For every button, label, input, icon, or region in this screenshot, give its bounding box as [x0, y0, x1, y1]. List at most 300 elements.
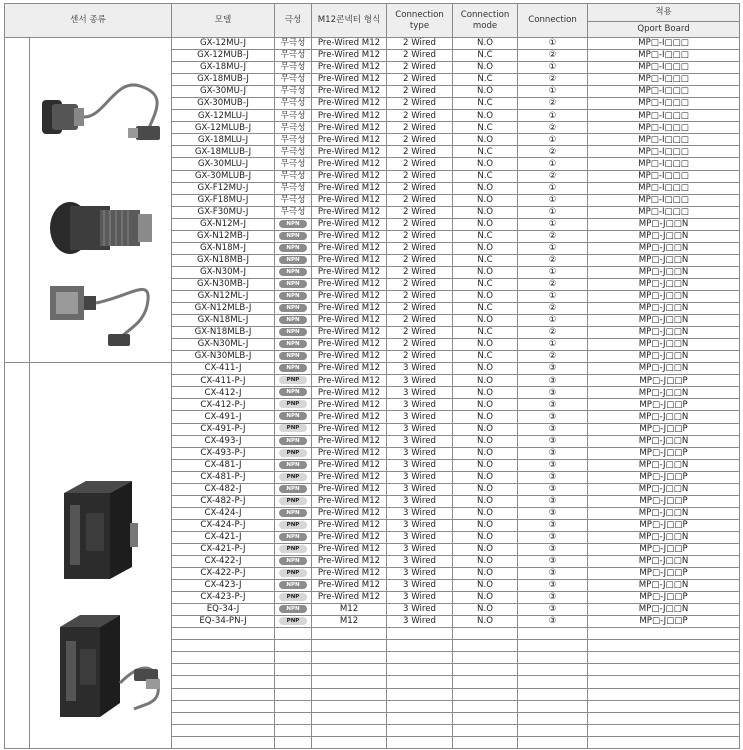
connection-type-cell: 2 Wired	[387, 266, 453, 278]
connection-cell	[518, 640, 588, 652]
polarity-text: 무극성	[280, 206, 306, 217]
connection-cell: ②	[518, 170, 588, 182]
m12-type-cell	[312, 688, 387, 700]
polarity-cell	[275, 254, 312, 266]
polarity-cell	[275, 556, 312, 568]
connection-cell	[518, 688, 588, 700]
m12-type-cell	[312, 640, 387, 652]
connection-cell: ①	[518, 339, 588, 351]
polarity-text: 무극성	[280, 110, 306, 121]
connection-mode-cell	[453, 664, 518, 676]
sensor-image-cell	[30, 38, 172, 363]
m12-type-cell: Pre-Wired M12	[312, 182, 387, 194]
model-cell: CX-412-J	[172, 387, 275, 399]
qport-board-cell: MP□-J□□N	[588, 315, 740, 327]
qport-board-cell: MP□-J□□N	[588, 303, 740, 315]
m12-type-cell	[312, 736, 387, 748]
polarity-text: 무극성	[280, 122, 306, 133]
connection-mode-cell	[453, 700, 518, 712]
model-cell: GX-N18M-J	[172, 242, 275, 254]
polarity-cell	[275, 543, 312, 555]
connection-type-cell	[387, 688, 453, 700]
cylindrical-sensor-with-cable-icon	[42, 85, 160, 140]
polarity-cell	[275, 387, 312, 399]
qport-board-cell: MP□-J□□N	[588, 242, 740, 254]
connection-type-cell: 3 Wired	[387, 543, 453, 555]
connection-type-cell: 2 Wired	[387, 303, 453, 315]
m12-type-cell: Pre-Wired M12	[312, 122, 387, 134]
qport-board-cell: MP□-I□□□	[588, 170, 740, 182]
polarity-cell	[275, 290, 312, 302]
connection-mode-cell: N.O	[453, 616, 518, 628]
m12-type-cell: Pre-Wired M12	[312, 592, 387, 604]
qport-board-cell: MP□-J□□N	[588, 483, 740, 495]
connection-type-cell: 3 Wired	[387, 556, 453, 568]
connection-mode-cell	[453, 628, 518, 640]
connection-type-cell: 3 Wired	[387, 592, 453, 604]
connection-cell	[518, 676, 588, 688]
connection-cell	[518, 652, 588, 664]
connection-type-cell: 3 Wired	[387, 387, 453, 399]
connection-mode-cell: N.O	[453, 435, 518, 447]
connection-mode-cell	[453, 736, 518, 748]
m12-type-cell: Pre-Wired M12	[312, 303, 387, 315]
connection-cell: ③	[518, 568, 588, 580]
connection-mode-cell: N.O	[453, 543, 518, 555]
qport-board-cell	[588, 700, 740, 712]
polarity-cell	[275, 459, 312, 471]
connection-mode-cell: N.C	[453, 74, 518, 86]
m12-type-cell: Pre-Wired M12	[312, 38, 387, 50]
connection-mode-cell: N.O	[453, 242, 518, 254]
model-cell	[172, 688, 275, 700]
polarity-cell	[275, 423, 312, 435]
polarity-cell	[275, 411, 312, 423]
polarity-cell	[275, 110, 312, 122]
polarity-cell	[275, 399, 312, 411]
model-cell: GX-N12M-J	[172, 218, 275, 230]
connection-type-cell: 2 Wired	[387, 351, 453, 363]
connection-type-cell: 3 Wired	[387, 483, 453, 495]
connection-type-cell: 3 Wired	[387, 435, 453, 447]
model-cell: CX-482-P-J	[172, 495, 275, 507]
connection-cell	[518, 664, 588, 676]
qport-board-cell: MP□-J□□P	[588, 471, 740, 483]
connection-cell: ①	[518, 266, 588, 278]
polarity-cell	[275, 315, 312, 327]
model-cell: EQ-34-J	[172, 604, 275, 616]
connection-type-cell	[387, 664, 453, 676]
polarity-cell	[275, 98, 312, 110]
connection-cell: ③	[518, 556, 588, 568]
npn-badge: NPN	[279, 485, 307, 493]
polarity-cell	[275, 664, 312, 676]
connection-cell: ①	[518, 290, 588, 302]
m12-type-cell: Pre-Wired M12	[312, 363, 387, 375]
polarity-text: 무극성	[280, 50, 306, 61]
qport-board-cell: MP□-J□□N	[588, 507, 740, 519]
m12-type-cell: Pre-Wired M12	[312, 459, 387, 471]
qport-board-cell: MP□-J□□N	[588, 604, 740, 616]
polarity-text: 무극성	[280, 98, 306, 109]
npn-badge: NPN	[279, 364, 307, 372]
m12-type-cell: Pre-Wired M12	[312, 266, 387, 278]
connection-cell: ③	[518, 423, 588, 435]
polarity-cell	[275, 688, 312, 700]
polarity-cell	[275, 278, 312, 290]
connection-mode-cell: N.O	[453, 556, 518, 568]
qport-board-cell: MP□-J□□P	[588, 375, 740, 387]
m12-type-cell	[312, 628, 387, 640]
sensor-category-cell	[5, 363, 30, 749]
connection-mode-cell: N.O	[453, 339, 518, 351]
model-cell: GX-18MLU-J	[172, 134, 275, 146]
npn-badge: NPN	[279, 232, 307, 240]
model-cell: CX-491-P-J	[172, 423, 275, 435]
polarity-cell	[275, 519, 312, 531]
m12-type-cell: Pre-Wired M12	[312, 218, 387, 230]
model-cell: CX-493-J	[172, 435, 275, 447]
model-cell: GX-N30MLB-J	[172, 351, 275, 363]
connection-type-cell: 3 Wired	[387, 423, 453, 435]
connection-cell: ③	[518, 447, 588, 459]
polarity-cell	[275, 531, 312, 543]
connection-mode-cell: N.O	[453, 206, 518, 218]
connection-mode-cell: N.O	[453, 531, 518, 543]
qport-board-cell: MP□-J□□N	[588, 459, 740, 471]
connection-mode-cell: N.C	[453, 327, 518, 339]
connection-type-cell: 2 Wired	[387, 290, 453, 302]
model-cell	[172, 724, 275, 736]
m12-type-cell: Pre-Wired M12	[312, 86, 387, 98]
polarity-cell	[275, 507, 312, 519]
polarity-cell	[275, 182, 312, 194]
qport-board-cell: MP□-J□□N	[588, 411, 740, 423]
npn-badge: NPN	[279, 304, 307, 312]
polarity-cell	[275, 86, 312, 98]
qport-board-cell: MP□-J□□N	[588, 266, 740, 278]
polarity-cell	[275, 447, 312, 459]
connection-type-cell: 2 Wired	[387, 50, 453, 62]
model-cell	[172, 628, 275, 640]
connection-mode-cell: N.O	[453, 507, 518, 519]
connection-cell: ①	[518, 182, 588, 194]
connection-type-cell: 2 Wired	[387, 242, 453, 254]
m12-type-cell: Pre-Wired M12	[312, 278, 387, 290]
connection-mode-cell: N.O	[453, 592, 518, 604]
model-cell: CX-423-J	[172, 580, 275, 592]
m12-type-cell: Pre-Wired M12	[312, 170, 387, 182]
qport-board-cell: MP□-I□□□	[588, 122, 740, 134]
model-cell: GX-12MU-J	[172, 38, 275, 50]
connection-mode-cell: N.O	[453, 86, 518, 98]
connection-cell	[518, 724, 588, 736]
qport-board-cell	[588, 652, 740, 664]
model-cell: GX-F30MU-J	[172, 206, 275, 218]
m12-type-cell: Pre-Wired M12	[312, 531, 387, 543]
connection-cell	[518, 700, 588, 712]
connection-mode-cell: N.C	[453, 230, 518, 242]
connection-cell: ③	[518, 471, 588, 483]
polarity-cell	[275, 712, 312, 724]
qport-board-cell: MP□-J□□N	[588, 387, 740, 399]
connection-cell: ②	[518, 278, 588, 290]
qport-board-cell: MP□-J□□P	[588, 519, 740, 531]
connection-mode-cell: N.O	[453, 580, 518, 592]
connection-cell: ③	[518, 459, 588, 471]
proximity-sensor-images	[30, 38, 172, 358]
connection-cell: ①	[518, 62, 588, 74]
npn-badge: NPN	[279, 268, 307, 276]
photoelectric-switch-images	[30, 363, 172, 748]
m12-type-cell: Pre-Wired M12	[312, 447, 387, 459]
connection-cell: ①	[518, 110, 588, 122]
polarity-cell	[275, 363, 312, 375]
m12-type-cell: Pre-Wired M12	[312, 483, 387, 495]
connection-type-cell: 3 Wired	[387, 495, 453, 507]
header-polarity: 극성	[275, 4, 312, 38]
connection-type-cell: 2 Wired	[387, 278, 453, 290]
qport-board-cell: MP□-J□□N	[588, 351, 740, 363]
model-cell: CX-412-P-J	[172, 399, 275, 411]
connection-mode-cell: N.O	[453, 290, 518, 302]
qport-board-cell: MP□-I□□□	[588, 74, 740, 86]
connection-type-cell	[387, 628, 453, 640]
model-cell: GX-12MLUB-J	[172, 122, 275, 134]
connection-type-cell: 2 Wired	[387, 110, 453, 122]
qport-board-cell	[588, 676, 740, 688]
connection-mode-cell: N.O	[453, 399, 518, 411]
header-connection-type-label: Connection type	[395, 9, 444, 31]
connection-type-cell: 2 Wired	[387, 194, 453, 206]
m12-type-cell: Pre-Wired M12	[312, 327, 387, 339]
m12-type-cell	[312, 712, 387, 724]
connection-cell: ③	[518, 616, 588, 628]
model-cell: CX-482-J	[172, 483, 275, 495]
model-cell: GX-N18MLB-J	[172, 327, 275, 339]
m12-type-cell	[312, 724, 387, 736]
connection-type-cell: 3 Wired	[387, 580, 453, 592]
m12-type-cell: Pre-Wired M12	[312, 242, 387, 254]
qport-board-cell: MP□-I□□□	[588, 86, 740, 98]
header-connection-mode-label: Connection mode	[460, 9, 510, 31]
model-cell: CX-423-P-J	[172, 592, 275, 604]
connection-type-cell: 3 Wired	[387, 568, 453, 580]
connection-cell: ①	[518, 134, 588, 146]
model-cell: CX-493-P-J	[172, 447, 275, 459]
connection-type-cell: 3 Wired	[387, 471, 453, 483]
polarity-cell	[275, 170, 312, 182]
model-cell: GX-N12ML-J	[172, 290, 275, 302]
qport-board-cell	[588, 724, 740, 736]
m12-type-cell: Pre-Wired M12	[312, 62, 387, 74]
connection-mode-cell	[453, 688, 518, 700]
qport-board-cell: MP□-I□□□	[588, 146, 740, 158]
qport-board-cell: MP□-J□□N	[588, 278, 740, 290]
connection-cell: ①	[518, 38, 588, 50]
qport-board-cell: MP□-J□□P	[588, 543, 740, 555]
connection-cell: ③	[518, 519, 588, 531]
polarity-cell	[275, 62, 312, 74]
pnp-badge: PNP	[279, 569, 307, 577]
connection-mode-cell: N.C	[453, 146, 518, 158]
connection-cell: ②	[518, 351, 588, 363]
npn-badge: NPN	[279, 557, 307, 565]
m12-type-cell: Pre-Wired M12	[312, 580, 387, 592]
model-cell: CX-424-J	[172, 507, 275, 519]
qport-board-cell: MP□-J□□N	[588, 339, 740, 351]
qport-board-cell: MP□-I□□□	[588, 98, 740, 110]
npn-badge: NPN	[279, 605, 307, 613]
polarity-cell	[275, 158, 312, 170]
photoelectric-switch-with-cable-icon	[60, 615, 160, 717]
m12-type-cell: Pre-Wired M12	[312, 568, 387, 580]
qport-board-cell	[588, 736, 740, 748]
qport-board-cell: MP□-J□□P	[588, 592, 740, 604]
polarity-cell	[275, 592, 312, 604]
polarity-text: 무극성	[280, 146, 306, 157]
m12-type-cell: Pre-Wired M12	[312, 194, 387, 206]
connection-mode-cell: N.O	[453, 315, 518, 327]
polarity-cell	[275, 266, 312, 278]
connection-mode-cell: N.O	[453, 158, 518, 170]
m12-type-cell: Pre-Wired M12	[312, 543, 387, 555]
connection-type-cell	[387, 712, 453, 724]
table-row	[5, 38, 740, 50]
model-cell: CX-424-P-J	[172, 519, 275, 531]
qport-board-cell: MP□-I□□□	[588, 110, 740, 122]
polarity-cell	[275, 38, 312, 50]
m12-type-cell	[312, 700, 387, 712]
m12-type-cell: Pre-Wired M12	[312, 556, 387, 568]
connection-mode-cell: N.O	[453, 363, 518, 375]
connection-type-cell: 2 Wired	[387, 134, 453, 146]
polarity-text: 무극성	[280, 86, 306, 97]
connection-cell: ②	[518, 303, 588, 315]
m12-type-cell: Pre-Wired M12	[312, 134, 387, 146]
connection-cell: ③	[518, 580, 588, 592]
connection-type-cell	[387, 652, 453, 664]
model-cell: GX-12MUB-J	[172, 50, 275, 62]
connection-cell: ①	[518, 315, 588, 327]
connection-mode-cell: N.C	[453, 303, 518, 315]
connection-mode-cell	[453, 640, 518, 652]
qport-board-cell: MP□-J□□N	[588, 218, 740, 230]
polarity-text: 무극성	[280, 194, 306, 205]
connection-mode-cell: N.O	[453, 411, 518, 423]
pnp-badge: PNP	[279, 473, 307, 481]
header-m12-type: M12콘넥터 형식	[312, 4, 387, 38]
connection-type-cell: 2 Wired	[387, 98, 453, 110]
pnp-badge: PNP	[279, 424, 307, 432]
qport-board-cell: MP□-I□□□	[588, 50, 740, 62]
polarity-cell	[275, 339, 312, 351]
polarity-cell	[275, 604, 312, 616]
model-cell: GX-N18MB-J	[172, 254, 275, 266]
polarity-cell	[275, 206, 312, 218]
connection-cell: ③	[518, 435, 588, 447]
qport-board-cell	[588, 640, 740, 652]
m12-type-cell: Pre-Wired M12	[312, 507, 387, 519]
connection-mode-cell	[453, 676, 518, 688]
header-qport-board: Qport Board	[588, 22, 740, 38]
polarity-cell	[275, 50, 312, 62]
connection-mode-cell: N.O	[453, 568, 518, 580]
model-cell: GX-N30MB-J	[172, 278, 275, 290]
polarity-text: 무극성	[280, 62, 306, 73]
header-connection: Connection	[518, 4, 588, 38]
model-cell: CX-421-P-J	[172, 543, 275, 555]
polarity-cell	[275, 736, 312, 748]
connection-type-cell: 2 Wired	[387, 74, 453, 86]
polarity-text: 무극성	[280, 158, 306, 169]
polarity-cell	[275, 652, 312, 664]
model-cell: GX-30MU-J	[172, 86, 275, 98]
polarity-cell	[275, 676, 312, 688]
m12-type-cell: Pre-Wired M12	[312, 146, 387, 158]
pnp-badge: PNP	[279, 376, 307, 384]
connection-mode-cell: N.O	[453, 423, 518, 435]
square-sensor-with-cable-icon	[50, 286, 148, 346]
polarity-cell	[275, 146, 312, 158]
connection-cell: ①	[518, 158, 588, 170]
model-cell: GX-12MLU-J	[172, 110, 275, 122]
header-connection-mode	[453, 4, 518, 38]
qport-board-cell: MP□-I□□□	[588, 194, 740, 206]
model-cell: CX-491-J	[172, 411, 275, 423]
model-cell: CX-411-P-J	[172, 375, 275, 387]
qport-board-cell: MP□-J□□P	[588, 423, 740, 435]
polarity-text: 무극성	[280, 74, 306, 85]
npn-badge: NPN	[279, 316, 307, 324]
connection-type-cell: 2 Wired	[387, 218, 453, 230]
connection-type-cell: 3 Wired	[387, 375, 453, 387]
polarity-text: 무극성	[280, 182, 306, 193]
connection-type-cell: 3 Wired	[387, 616, 453, 628]
pnp-badge: PNP	[279, 545, 307, 553]
connection-cell: ①	[518, 86, 588, 98]
connection-mode-cell: N.O	[453, 483, 518, 495]
connection-mode-cell: N.O	[453, 266, 518, 278]
m12-type-cell: Pre-Wired M12	[312, 519, 387, 531]
table-row	[5, 363, 740, 375]
polarity-cell	[275, 134, 312, 146]
connection-cell: ③	[518, 387, 588, 399]
polarity-cell	[275, 194, 312, 206]
m12-type-cell: Pre-Wired M12	[312, 315, 387, 327]
connection-cell: ②	[518, 122, 588, 134]
spec-sheet	[4, 3, 739, 749]
m12-type-cell: M12	[312, 604, 387, 616]
model-cell: GX-N12MLB-J	[172, 303, 275, 315]
qport-board-cell: MP□-J□□N	[588, 580, 740, 592]
connection-type-cell: 3 Wired	[387, 531, 453, 543]
npn-badge: NPN	[279, 509, 307, 517]
npn-badge: NPN	[279, 328, 307, 336]
connection-mode-cell: N.O	[453, 110, 518, 122]
model-cell: CX-481-J	[172, 459, 275, 471]
sensor-category-cell	[5, 38, 30, 363]
npn-badge: NPN	[279, 292, 307, 300]
connection-type-cell: 2 Wired	[387, 122, 453, 134]
connection-mode-cell: N.O	[453, 62, 518, 74]
qport-board-cell	[588, 688, 740, 700]
connection-mode-cell: N.C	[453, 170, 518, 182]
header-sensor-type: 센서 종류	[5, 4, 172, 38]
connection-cell: ③	[518, 507, 588, 519]
connection-mode-cell: N.O	[453, 471, 518, 483]
connection-type-cell: 3 Wired	[387, 459, 453, 471]
